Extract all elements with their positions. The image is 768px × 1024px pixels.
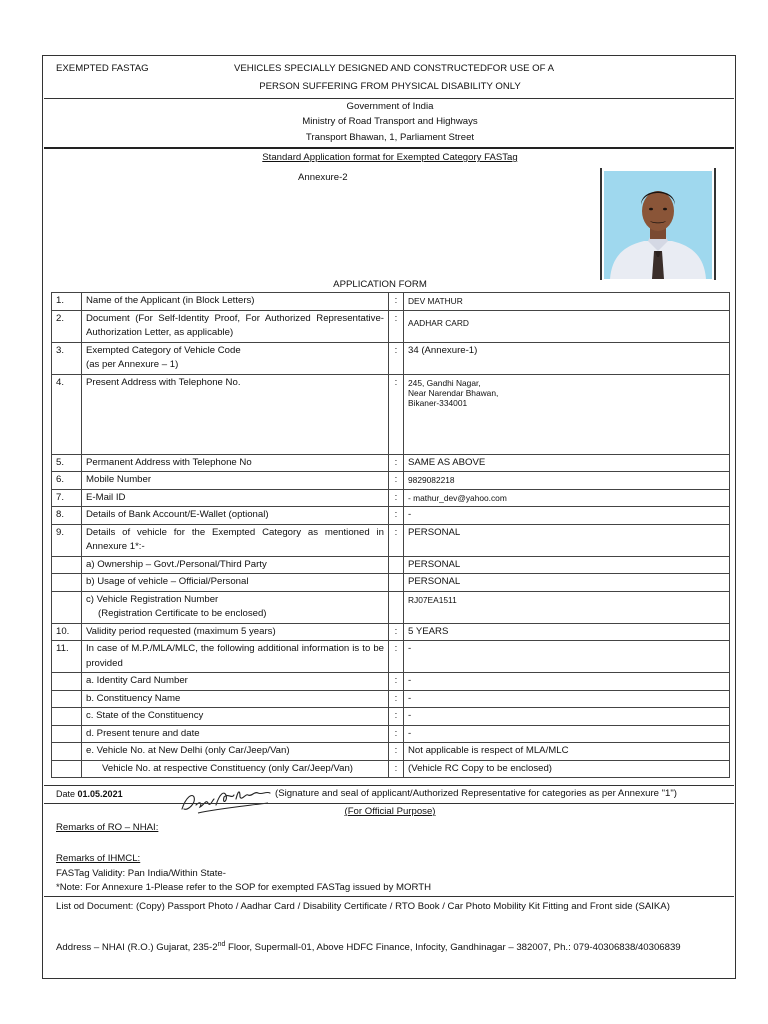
delhi-vehicle-value: Not applicable is respect of MLA/MLC	[404, 743, 730, 761]
gov-line-1: Government of India	[346, 101, 434, 112]
constituency-vehicle-value: (Vehicle RC Copy to be enclosed)	[404, 760, 730, 778]
applicant-name-value: DEV MATHUR	[404, 293, 730, 311]
row-colon	[389, 591, 404, 623]
address-part: Floor, Supermall-01, Above HDFC Finance, Infocity, Gandhinagar – 382007, Ph.: 079-40306838/40306839	[225, 942, 681, 954]
format-title: Standard Application format for Exempted Category FASTag	[262, 152, 518, 163]
category-value: 34 (Annexure-1)	[404, 342, 730, 374]
remarks-ihmcl: Remarks of IHMCL:	[56, 853, 141, 864]
table-row	[52, 725, 730, 743]
row-colon: :	[389, 507, 404, 525]
divider	[44, 803, 734, 804]
row-label: Details of Bank Account/E-Wallet (optional)	[82, 507, 389, 525]
table-row	[52, 708, 730, 726]
address-line: 245, Gandhi Nagar,	[408, 377, 481, 388]
applicant-signature	[176, 783, 276, 819]
row-colon: :	[389, 342, 404, 374]
row-label: Name of the Applicant (in Block Letters)	[82, 293, 389, 311]
row-colon	[389, 556, 404, 574]
row-number: 7.	[52, 489, 82, 507]
document-value: AADHAR CARD	[404, 310, 730, 342]
note-text: *Note: For Annexure 1-Please refer to the SOP for exempted FASTag issued by MORTH	[56, 882, 432, 893]
row-colon: :	[389, 293, 404, 311]
row-colon: :	[389, 489, 404, 507]
table-row	[52, 293, 730, 311]
divider-thick	[44, 147, 734, 149]
row-label: b. Constituency Name	[82, 690, 389, 708]
row-label: Mobile Number	[82, 472, 389, 490]
table-row	[52, 760, 730, 778]
ownership-value: PERSONAL	[404, 556, 730, 574]
constituency-name-value: -	[404, 690, 730, 708]
row-label: In case of M.P./MLA/MLC, the following additional information is to be provided	[82, 641, 389, 673]
table-row	[52, 472, 730, 490]
date-label: Date	[56, 789, 76, 799]
row-label: Validity period requested (maximum 5 years)	[82, 623, 389, 641]
row-colon: :	[389, 673, 404, 691]
remarks-ro: Remarks of RO – NHAI:	[56, 822, 159, 833]
row-number	[52, 760, 82, 778]
divider	[44, 98, 734, 99]
row-number: 5.	[52, 454, 82, 472]
header-line-1: VEHICLES SPECIALLY DESIGNED AND CONSTRUCTEDFOR USE OF A	[234, 63, 555, 74]
table-row	[52, 489, 730, 507]
table-row	[52, 374, 730, 454]
row-label	[82, 591, 389, 623]
row-label: Present Address with Telephone No.	[82, 374, 389, 454]
row-number: 10.	[52, 623, 82, 641]
bank-account-value: -	[404, 507, 730, 525]
row-number: 9.	[52, 524, 82, 556]
table-row	[52, 591, 730, 623]
row-number: 6.	[52, 472, 82, 490]
gov-line-3: Transport Bhawan, 1, Parliament Street	[305, 132, 475, 143]
table-row	[52, 556, 730, 574]
address-part: Address – NHAI (R.O.) Gujarat, 235-2	[56, 942, 218, 954]
table-row	[52, 342, 730, 374]
address-line: Bikaner-334001	[408, 397, 468, 408]
row-number: 4.	[52, 374, 82, 454]
row-colon: :	[389, 760, 404, 778]
row-label: Details of vehicle for the Exempted Category as mentioned in Annexure 1*:-	[82, 524, 389, 556]
row-label: a) Ownership – Govt./Personal/Third Party	[82, 556, 389, 574]
row-number	[52, 690, 82, 708]
row-label: Document (For Self-Identity Proof, For Authorized Representative-Authorization Letter, as applicable)	[82, 310, 389, 342]
row-label-line: c) Vehicle Registration Number	[86, 593, 219, 605]
table-row	[52, 743, 730, 761]
nhai-address	[56, 935, 724, 957]
row-colon: :	[389, 690, 404, 708]
exempted-fastag-label: EXEMPTED FASTAG	[56, 63, 149, 74]
row-colon	[389, 574, 404, 592]
table-row	[52, 641, 730, 673]
row-label: Permanent Address with Telephone No	[82, 454, 389, 472]
row-colon: :	[389, 743, 404, 761]
present-address-value	[404, 374, 730, 454]
gov-line-2: Ministry of Road Transport and Highways	[302, 116, 478, 127]
validity-value: 5 YEARS	[404, 623, 730, 641]
documents-list: List od Document: (Copy) Passport Photo / Aadhar Card / Disability Certificate / RTO Book / Car Photo Mobility Kit Fitting and Front side (SAIKA)	[56, 901, 670, 912]
identity-card-value: -	[404, 673, 730, 691]
header-line-2: PERSON SUFFERING FROM PHYSICAL DISABILITY ONLY	[259, 81, 521, 92]
form-title: APPLICATION FORM	[333, 279, 427, 290]
table-row	[52, 690, 730, 708]
row-number	[52, 743, 82, 761]
signature-note: (Signature and seal of applicant/Authorized Representative for categories as per Annexure "1")	[275, 788, 677, 799]
address-superscript: nd	[217, 941, 226, 948]
usage-value: PERSONAL	[404, 574, 730, 592]
row-label-line: (Registration Certificate to be enclosed)	[98, 608, 267, 619]
row-colon: :	[389, 725, 404, 743]
applicant-photo	[604, 171, 712, 279]
row-label: b) Usage of vehicle – Official/Personal	[82, 574, 389, 592]
row-label: c. State of the Constituency	[82, 708, 389, 726]
row-label: E-Mail ID	[82, 489, 389, 507]
table-row	[52, 524, 730, 556]
row-number: 1.	[52, 293, 82, 311]
row-colon: :	[389, 708, 404, 726]
table-row	[52, 673, 730, 691]
constituency-state-value: -	[404, 708, 730, 726]
row-label-line: Exempted Category of Vehicle Code	[86, 344, 241, 356]
row-colon: :	[389, 524, 404, 556]
row-colon: :	[389, 472, 404, 490]
row-number	[52, 725, 82, 743]
row-number: 11.	[52, 641, 82, 673]
row-number: 2.	[52, 310, 82, 342]
row-number: 3.	[52, 342, 82, 374]
row-label: Vehicle No. at respective Constituency (only Car/Jeep/Van)	[82, 760, 389, 778]
row-number: 8.	[52, 507, 82, 525]
row-number	[52, 673, 82, 691]
row-colon: :	[389, 454, 404, 472]
vehicle-details-value: PERSONAL	[404, 524, 730, 556]
row-label	[82, 342, 389, 374]
official-purpose: (For Official Purpose)	[344, 806, 436, 817]
row-colon: :	[389, 623, 404, 641]
address-line: Near Narendar Bhawan,	[408, 387, 499, 398]
table-row	[52, 507, 730, 525]
fastag-validity: FASTag Validity: Pan India/Within State-	[56, 868, 226, 879]
table-row	[52, 310, 730, 342]
row-number	[52, 556, 82, 574]
permanent-address-value: SAME AS ABOVE	[404, 454, 730, 472]
divider	[44, 785, 734, 786]
email-value: - mathur_dev@yahoo.com	[404, 489, 730, 507]
mp-info-value: -	[404, 641, 730, 673]
application-form-table	[51, 292, 730, 778]
row-label-line: (as per Annexure – 1)	[86, 359, 179, 370]
row-colon: :	[389, 641, 404, 673]
table-row	[52, 623, 730, 641]
annexure-label: Annexure-2	[298, 172, 348, 183]
row-label: a. Identity Card Number	[82, 673, 389, 691]
mobile-value: 9829082218	[404, 472, 730, 490]
table-row	[52, 454, 730, 472]
row-number	[52, 574, 82, 592]
row-label: e. Vehicle No. at New Delhi (only Car/Jeep/Van)	[82, 743, 389, 761]
table-row	[52, 574, 730, 592]
registration-value: RJ07EA1511	[404, 591, 730, 623]
date-line	[56, 789, 123, 799]
row-colon: :	[389, 374, 404, 454]
row-number	[52, 708, 82, 726]
row-label: d. Present tenure and date	[82, 725, 389, 743]
tenure-value: -	[404, 725, 730, 743]
row-colon: :	[389, 310, 404, 342]
row-number	[52, 591, 82, 623]
date-value: 01.05.2021	[77, 789, 123, 799]
